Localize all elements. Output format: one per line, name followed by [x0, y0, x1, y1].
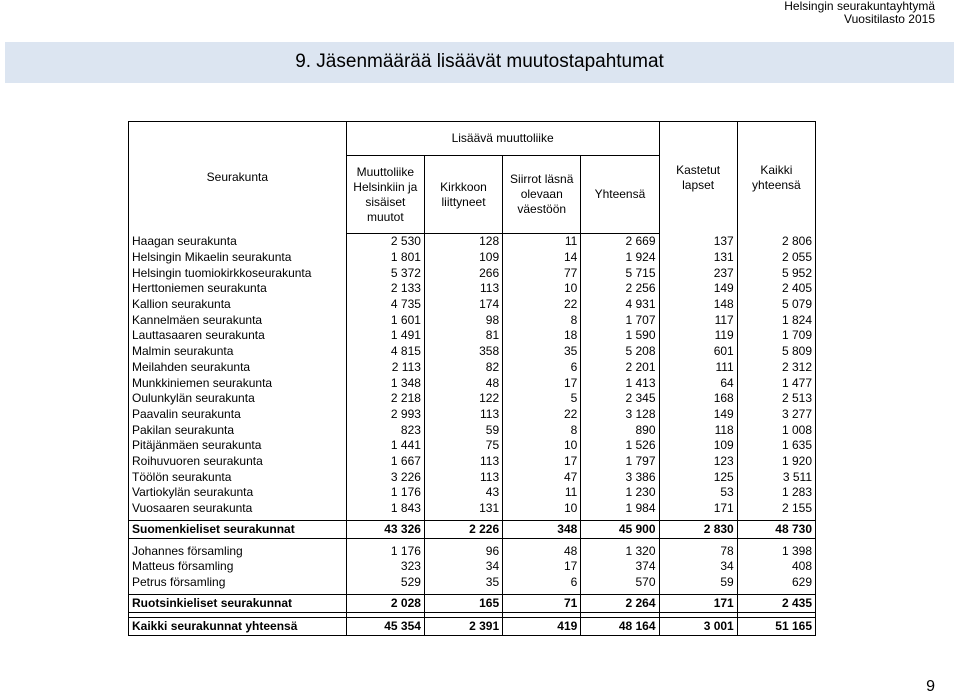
cell-value: 348: [503, 521, 581, 539]
cell-value: 111: [659, 360, 737, 376]
cell-value: 5 372: [346, 265, 424, 281]
cell-value: 1 413: [581, 375, 659, 391]
cell-value: 419: [503, 618, 581, 636]
cell-value: 48 164: [581, 618, 659, 636]
cell-value: 2 133: [346, 281, 424, 297]
report-name: Vuositilasto 2015: [844, 12, 935, 26]
cell-value: 601: [659, 344, 737, 360]
cell-value: 4 735: [346, 297, 424, 313]
cell-value: 1 924: [581, 250, 659, 266]
cell-value: 125: [659, 469, 737, 485]
row-label: Vuosaaren seurakunta: [129, 501, 347, 517]
cell-value: 5 809: [737, 344, 815, 360]
cell-value: 11: [503, 485, 581, 501]
row-label: Lauttasaaren seurakunta: [129, 328, 347, 344]
cell-value: 629: [737, 575, 815, 591]
row-label: Kaikki seurakunnat yhteensä: [129, 618, 347, 636]
cell-value: 35: [424, 575, 502, 591]
cell-value: 1 667: [346, 454, 424, 470]
col-header-muuttoliike: Muuttoliike Helsinkiin ja sisäiset muutot: [346, 156, 424, 234]
cell-value: 34: [659, 559, 737, 575]
row-label: Kannelmäen seurakunta: [129, 312, 347, 328]
cell-value: 131: [424, 501, 502, 517]
cell-value: 82: [424, 360, 502, 376]
cell-value: 10: [503, 281, 581, 297]
cell-value: 81: [424, 328, 502, 344]
table-row: [129, 250, 816, 266]
cell-value: 43 326: [346, 521, 424, 539]
cell-value: 148: [659, 297, 737, 313]
col-header-yhteensa: Yhteensä: [581, 156, 659, 234]
cell-value: 2 256: [581, 281, 659, 297]
row-label: Helsingin Mikaelin seurakunta: [129, 250, 347, 266]
cell-value: 8: [503, 312, 581, 328]
cell-value: 1 526: [581, 438, 659, 454]
cell-value: 323: [346, 559, 424, 575]
row-label: Johannes församling: [129, 543, 347, 559]
cell-value: 131: [659, 250, 737, 266]
cell-value: 51 165: [737, 618, 815, 636]
table-row: [129, 234, 816, 250]
row-label: Petrus församling: [129, 575, 347, 591]
cell-value: 48: [503, 543, 581, 559]
report-header: [784, 0, 935, 26]
cell-value: 3 128: [581, 407, 659, 423]
table-row: [129, 407, 816, 423]
table-row: [129, 360, 816, 376]
cell-value: 113: [424, 407, 502, 423]
cell-value: 14: [503, 250, 581, 266]
row-label: Kallion seurakunta: [129, 297, 347, 313]
cell-value: 890: [581, 422, 659, 438]
table-row: [129, 297, 816, 313]
cell-value: 22: [503, 407, 581, 423]
page-title: 9. Jäsenmäärää lisäävät muutostapahtumat: [295, 51, 664, 72]
cell-value: 119: [659, 328, 737, 344]
cell-value: 2 513: [737, 391, 815, 407]
cell-value: 266: [424, 265, 502, 281]
row-label: Herttoniemen seurakunta: [129, 281, 347, 297]
table-row: [129, 469, 816, 485]
cell-value: 122: [424, 391, 502, 407]
table-row: [129, 485, 816, 501]
cell-value: 4 931: [581, 297, 659, 313]
cell-value: 823: [346, 422, 424, 438]
cell-value: 149: [659, 407, 737, 423]
swedish-total-row: [129, 595, 816, 613]
row-label: Töölön seurakunta: [129, 469, 347, 485]
cell-value: 17: [503, 375, 581, 391]
cell-value: 165: [424, 595, 502, 613]
cell-value: 96: [424, 543, 502, 559]
row-label: Pitäjänmäen seurakunta: [129, 438, 347, 454]
cell-value: 3 386: [581, 469, 659, 485]
cell-value: 1 709: [737, 328, 815, 344]
cell-value: 11: [503, 234, 581, 250]
cell-value: 47: [503, 469, 581, 485]
cell-value: 1 707: [581, 312, 659, 328]
row-label: Pakilan seurakunta: [129, 422, 347, 438]
table-row: [129, 575, 816, 591]
cell-value: 22: [503, 297, 581, 313]
row-label: Paavalin seurakunta: [129, 407, 347, 423]
cell-value: 374: [581, 559, 659, 575]
cell-value: 1 801: [346, 250, 424, 266]
cell-value: 4 815: [346, 344, 424, 360]
cell-value: 3 277: [737, 407, 815, 423]
col-header-siirrot: Siirrot läsnä olevaan väestöön: [503, 156, 581, 234]
cell-value: 1 920: [737, 454, 815, 470]
cell-value: 109: [659, 438, 737, 454]
cell-value: 8: [503, 422, 581, 438]
cell-value: 43: [424, 485, 502, 501]
cell-value: 1 601: [346, 312, 424, 328]
table-row: [129, 438, 816, 454]
table-body: [129, 234, 816, 636]
cell-value: 171: [659, 501, 737, 517]
cell-value: 2 028: [346, 595, 424, 613]
cell-value: 109: [424, 250, 502, 266]
cell-value: 1 008: [737, 422, 815, 438]
table-row: [129, 454, 816, 470]
cell-value: 237: [659, 265, 737, 281]
row-label: Suomenkieliset seurakunnat: [129, 521, 347, 539]
cell-value: 529: [346, 575, 424, 591]
table-row: [129, 312, 816, 328]
cell-value: 128: [424, 234, 502, 250]
table-row: [129, 391, 816, 407]
cell-value: 1 320: [581, 543, 659, 559]
table-row: [129, 328, 816, 344]
cell-value: 10: [503, 501, 581, 517]
cell-value: 71: [503, 595, 581, 613]
cell-value: 1 283: [737, 485, 815, 501]
cell-value: 48: [424, 375, 502, 391]
cell-value: 35: [503, 344, 581, 360]
cell-value: 2 345: [581, 391, 659, 407]
table-row: [129, 281, 816, 297]
cell-value: 137: [659, 234, 737, 250]
cell-value: 2 830: [659, 521, 737, 539]
row-label: Oulunkylän seurakunta: [129, 391, 347, 407]
cell-value: 78: [659, 543, 737, 559]
page-number: 9: [926, 678, 935, 695]
table-row: [129, 501, 816, 517]
cell-value: 1 824: [737, 312, 815, 328]
cell-value: 1 348: [346, 375, 424, 391]
cell-value: 2 391: [424, 618, 502, 636]
cell-value: 64: [659, 375, 737, 391]
finnish-total-row: [129, 521, 816, 539]
table-row: [129, 543, 816, 559]
table-row: [129, 559, 816, 575]
cell-value: 171: [659, 595, 737, 613]
cell-value: 3 001: [659, 618, 737, 636]
cell-value: 113: [424, 281, 502, 297]
table-row: [129, 375, 816, 391]
cell-value: 2 264: [581, 595, 659, 613]
cell-value: 1 176: [346, 485, 424, 501]
cell-value: 174: [424, 297, 502, 313]
cell-value: 1 843: [346, 501, 424, 517]
row-label: Haagan seurakunta: [129, 234, 347, 250]
cell-value: 2 530: [346, 234, 424, 250]
col-header-kirkkoon: Kirkkoon liittyneet: [424, 156, 502, 234]
row-label: Malmin seurakunta: [129, 344, 347, 360]
cell-value: 1 441: [346, 438, 424, 454]
cell-value: 2 669: [581, 234, 659, 250]
cell-value: 2 113: [346, 360, 424, 376]
cell-value: 117: [659, 312, 737, 328]
cell-value: 408: [737, 559, 815, 575]
cell-value: 2 435: [737, 595, 815, 613]
cell-value: 3 226: [346, 469, 424, 485]
cell-value: 1 590: [581, 328, 659, 344]
cell-value: 2 312: [737, 360, 815, 376]
cell-value: 2 806: [737, 234, 815, 250]
col-header-kaikki: Kaikki yhteensä: [737, 122, 815, 234]
cell-value: 2 226: [424, 521, 502, 539]
col-header-kastetut: Kastetut lapset: [659, 122, 737, 234]
table-row: [129, 344, 816, 360]
cell-value: 59: [659, 575, 737, 591]
cell-value: 358: [424, 344, 502, 360]
cell-value: 118: [659, 422, 737, 438]
cell-value: 10: [503, 438, 581, 454]
cell-value: 77: [503, 265, 581, 281]
cell-value: 6: [503, 360, 581, 376]
cell-value: 113: [424, 469, 502, 485]
cell-value: 149: [659, 281, 737, 297]
membership-table: [128, 121, 816, 636]
cell-value: 53: [659, 485, 737, 501]
row-label: Roihuvuoren seurakunta: [129, 454, 347, 470]
cell-value: 1 984: [581, 501, 659, 517]
row-label: Vartiokylän seurakunta: [129, 485, 347, 501]
cell-value: 2 201: [581, 360, 659, 376]
cell-value: 45 900: [581, 521, 659, 539]
cell-value: 34: [424, 559, 502, 575]
row-label: Meilahden seurakunta: [129, 360, 347, 376]
cell-value: 1 635: [737, 438, 815, 454]
cell-value: 5 208: [581, 344, 659, 360]
cell-value: 3 511: [737, 469, 815, 485]
cell-value: 17: [503, 559, 581, 575]
cell-value: 2 218: [346, 391, 424, 407]
cell-value: 1 398: [737, 543, 815, 559]
cell-value: 2 405: [737, 281, 815, 297]
cell-value: 6: [503, 575, 581, 591]
cell-value: 1 477: [737, 375, 815, 391]
cell-value: 2 155: [737, 501, 815, 517]
cell-value: 18: [503, 328, 581, 344]
group-header: Lisäävä muuttoliike: [346, 122, 659, 156]
cell-value: 1 491: [346, 328, 424, 344]
row-label: Ruotsinkieliset seurakunnat: [129, 595, 347, 613]
cell-value: 17: [503, 454, 581, 470]
col-header-seurakunta: Seurakunta: [129, 122, 347, 234]
cell-value: 123: [659, 454, 737, 470]
cell-value: 98: [424, 312, 502, 328]
grand-total-row: [129, 618, 816, 636]
cell-value: 5 715: [581, 265, 659, 281]
cell-value: 59: [424, 422, 502, 438]
table-row: [129, 265, 816, 281]
cell-value: 2 993: [346, 407, 424, 423]
org-name: Helsingin seurakuntayhtymä: [784, 0, 935, 13]
cell-value: 5: [503, 391, 581, 407]
cell-value: 75: [424, 438, 502, 454]
cell-value: 1 797: [581, 454, 659, 470]
cell-value: 113: [424, 454, 502, 470]
cell-value: 168: [659, 391, 737, 407]
cell-value: 2 055: [737, 250, 815, 266]
cell-value: 45 354: [346, 618, 424, 636]
table-row: [129, 422, 816, 438]
row-label: Helsingin tuomiokirkkoseurakunta: [129, 265, 347, 281]
cell-value: 570: [581, 575, 659, 591]
row-label: Munkkiniemen seurakunta: [129, 375, 347, 391]
cell-value: 48 730: [737, 521, 815, 539]
row-label: Matteus församling: [129, 559, 347, 575]
cell-value: 1 176: [346, 543, 424, 559]
cell-value: 1 230: [581, 485, 659, 501]
cell-value: 5 952: [737, 265, 815, 281]
cell-value: 5 079: [737, 297, 815, 313]
